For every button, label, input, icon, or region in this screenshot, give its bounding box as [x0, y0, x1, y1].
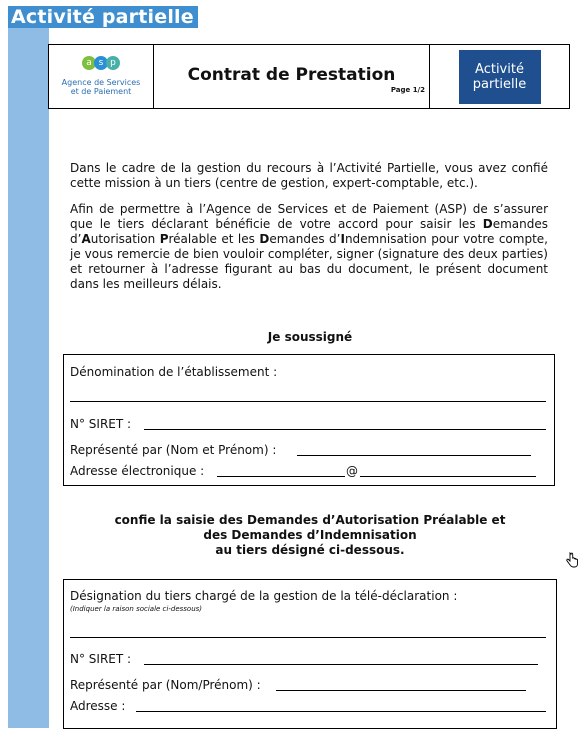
intro-paragraph-1: Dans le cadre de la gestion du recours à l’Activité Partielle, vous avez confié cette mission à un tiers (centre de gestion, expert-comptable, etc.).	[70, 161, 548, 190]
p2-bold-i: I	[340, 232, 345, 246]
activite-partielle-logo	[459, 50, 541, 104]
establishment-form	[63, 354, 555, 486]
tiers-represente-field[interactable]	[276, 690, 526, 691]
asp-org-line1: Agence de Services	[61, 77, 141, 87]
section-title-je-soussigne: Je soussigné	[267, 330, 353, 344]
p2-bold-d2: D	[259, 232, 270, 246]
p2-bold-p: P	[159, 232, 169, 246]
p2-text-a: Afin de permettre à l’Agence de Services et de Paiement (ASP) de s’assurer que le tiers déclarant bénéficie de votre accord pour saisir les	[70, 202, 548, 231]
represente-label: Représenté par (Nom et Prénom) :	[70, 443, 277, 457]
confie-line-1: confie la saisie des Demandes d’Autorisation Préalable et	[114, 513, 506, 527]
asp-logo	[49, 45, 154, 108]
p2-text-b: emandes d’	[70, 217, 548, 246]
banner-title: Activité partielle	[8, 6, 198, 28]
confie-line-2: des Demandes d’Indemnisation	[203, 528, 417, 542]
asp-org-line2: et de Paiement	[70, 86, 132, 96]
tiers-siret-field[interactable]	[144, 664, 538, 665]
p2-text-e: emandes d’	[269, 232, 341, 246]
document-header	[48, 44, 570, 109]
represente-field[interactable]	[297, 455, 531, 456]
designation-label: Désignation du tiers chargé de la gestion de la télé-déclaration :	[70, 589, 458, 603]
p2-bold-d: D	[482, 217, 493, 231]
asp-logo-icon	[83, 56, 119, 70]
title-cell	[154, 45, 430, 108]
email-label: Adresse électronique :	[70, 464, 205, 478]
tiers-adresse-field[interactable]	[136, 711, 546, 712]
p2-text-d: réalable et les	[168, 232, 260, 246]
p2-bold-a: A	[81, 232, 91, 246]
siret-field[interactable]	[144, 429, 546, 430]
email-local-field[interactable]	[217, 476, 345, 477]
confie-line-3: au tiers désigné ci-dessous.	[215, 543, 405, 557]
third-party-form	[63, 579, 557, 729]
tiers-siret-label: N° SIRET :	[70, 652, 132, 666]
brand-line2: partielle	[472, 76, 527, 92]
p2-text-f: ndemnisation pour votre compte, je vous remercie de bien vouloir compléter, signer (signature des deux parties) et retourner à l’adresse figurant au bas du document, le présent document dans les meilleurs délais.	[70, 232, 548, 291]
hand-cursor-icon	[566, 552, 578, 572]
p2-text-c: utorisation	[90, 232, 160, 246]
denomination-field[interactable]	[70, 401, 546, 402]
designation-note: (Indiquer la raison sociale ci-dessous)	[70, 605, 203, 613]
brand-line1: Activité	[475, 61, 524, 77]
asp-letter-s: s	[94, 56, 108, 70]
asp-letter-a: a	[82, 56, 96, 70]
asp-org-name	[62, 78, 141, 96]
document-title: Contrat de Prestation	[187, 65, 396, 85]
email-at-sign: @	[346, 464, 358, 478]
siret-label: N° SIRET :	[70, 417, 132, 431]
tiers-adresse-label: Adresse :	[70, 699, 126, 713]
brand-cell	[430, 45, 569, 108]
designation-field[interactable]	[70, 637, 546, 638]
tiers-represente-label: Représenté par (Nom/Prénom) :	[70, 678, 261, 692]
left-sidebar-band	[8, 28, 49, 728]
page-number: Page 1/2	[390, 86, 425, 94]
denomination-label: Dénomination de l’établissement :	[70, 365, 278, 379]
email-domain-field[interactable]	[360, 476, 536, 477]
asp-letter-p: p	[106, 56, 120, 70]
intro-paragraph-2	[70, 202, 548, 292]
